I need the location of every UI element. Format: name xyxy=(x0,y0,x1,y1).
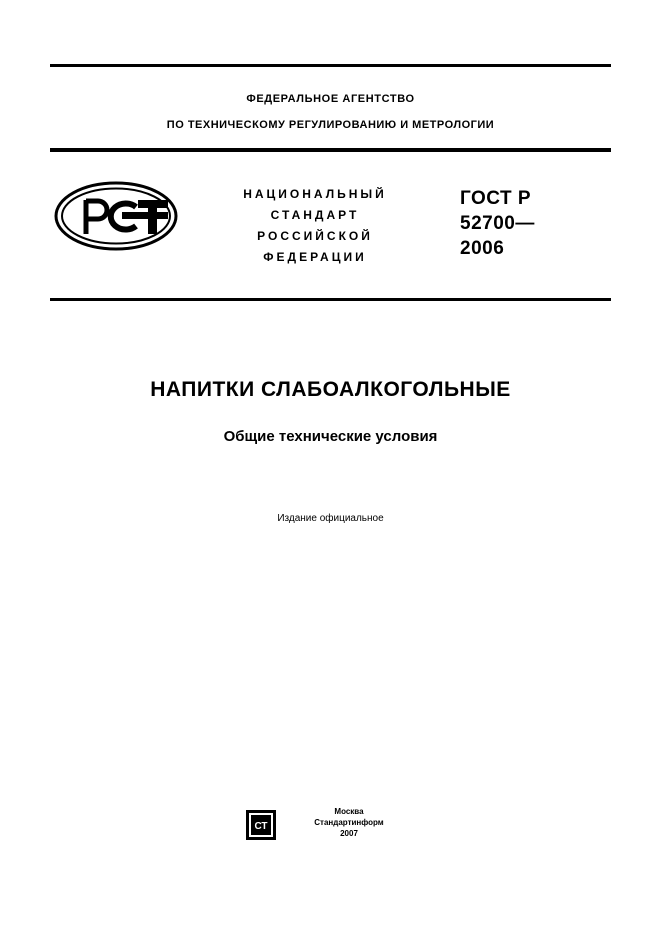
standard-title-line-4: ФЕДЕРАЦИИ xyxy=(263,250,367,264)
standartinform-logo-icon xyxy=(246,810,276,840)
standard-title-line-2: СТАНДАРТ xyxy=(270,208,360,222)
standard-title-line-1: НАЦИОНАЛЬНЫЙ xyxy=(243,187,387,201)
page-subtitle: Общие технические условия xyxy=(223,428,438,445)
footer-city: Москва xyxy=(334,807,364,816)
header-rule-middle xyxy=(50,148,611,152)
header-rule-bottom xyxy=(50,298,611,301)
footer-publisher: Стандартинформ xyxy=(314,818,384,827)
footer-imprint xyxy=(284,806,414,839)
standard-title xyxy=(190,184,440,268)
designation-line-2: 52700— xyxy=(460,213,535,234)
footer xyxy=(246,806,416,858)
designation-line-1: ГОСТ Р xyxy=(460,188,532,209)
svg-text:СТ: СТ xyxy=(254,821,268,832)
agency-line-1: ФЕДЕРАЛЬНОЕ АГЕНТСТВО xyxy=(246,93,415,105)
page-title: НАПИТКИ СЛАБОАЛКОГОЛЬНЫЕ xyxy=(150,378,511,401)
rosstandart-emblem-icon xyxy=(52,180,180,252)
agency-heading xyxy=(50,86,611,138)
footer-year: 2007 xyxy=(340,829,358,838)
edition-note: Издание официальное xyxy=(277,513,384,524)
agency-line-2: ПО ТЕХНИЧЕСКОМУ РЕГУЛИРОВАНИЮ И МЕТРОЛОГИИ xyxy=(166,119,495,131)
standard-title-line-3: РОССИЙСКОЙ xyxy=(257,229,373,243)
header-rule-top xyxy=(50,64,611,67)
designation-line-3: 2006 xyxy=(460,238,505,259)
standard-designation xyxy=(460,186,620,261)
